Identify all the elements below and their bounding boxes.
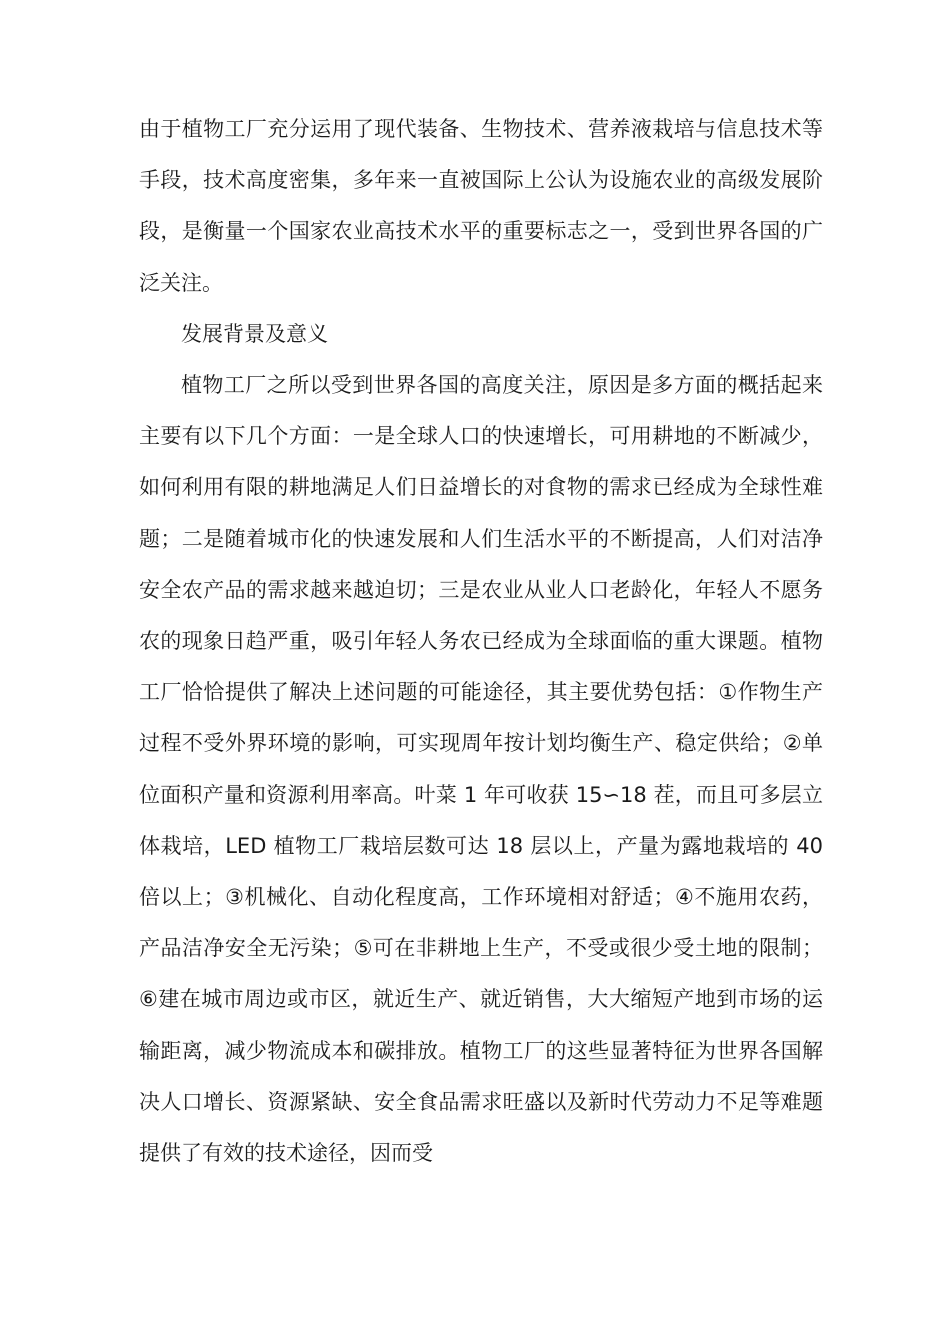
paragraph-intro: 由于植物工厂充分运用了现代装备、生物技术、营养液栽培与信息技术等手段，技术高度密集，多年来一直被国际上公认为设施农业的高级发展阶段，是衡量一个国家农业高技术水平的重要标志之一，受到世界各国的广泛关注。 [139,117,823,295]
paragraph-background: 植物工厂之所以受到世界各国的高度关注，原因是多方面的概括起来主要有以下几个方面：一是全球人口的快速增长，可用耕地的不断减少，如何利用有限的耕地满足人们日益增长的对食物的需求已经成为全球性难题；二是随着城市化的快速发展和人们生活水平的不断提高，人们对洁净安全农产品的需求越来越迫切；三是农业从业人口老龄化，年轻人不愿务农的现象日趋严重，吸引年轻人务农已经成为全球面临的重大课题。植物工厂恰恰提供了解决上述问题的可能途径，其主要优势包括：①作物生产过程不受外界环境的影响，可实现周年按计划均衡生产、稳定供给；②单位面积产量和资源利用率高。叶菜 1 年可收获 15∽18 茬，而且可多层立体栽培，LED 植物工厂栽培层数可达 18 层以上，产量为露地栽培的 40 倍以上；③机械化、自动化程度高，工作环境相对舒适；④不施用农药，产品洁净安全无污染；⑤可在非耕地上生产，不受或很少受土地的限制；⑥建在城市周边或市区，就近生产、就近销售，大大缩短产地到市场的运输距离，减少物流成本和碳排放。植物工厂的这些显著特征为世界各国解决人口增长、资源紧缺、安全食品需求旺盛以及新时代劳动力不足等难题提供了有效的技术途径，因而受 [139,373,823,1166]
document-body [139,104,823,1179]
section-heading: 发展背景及意义 [181,321,328,346]
